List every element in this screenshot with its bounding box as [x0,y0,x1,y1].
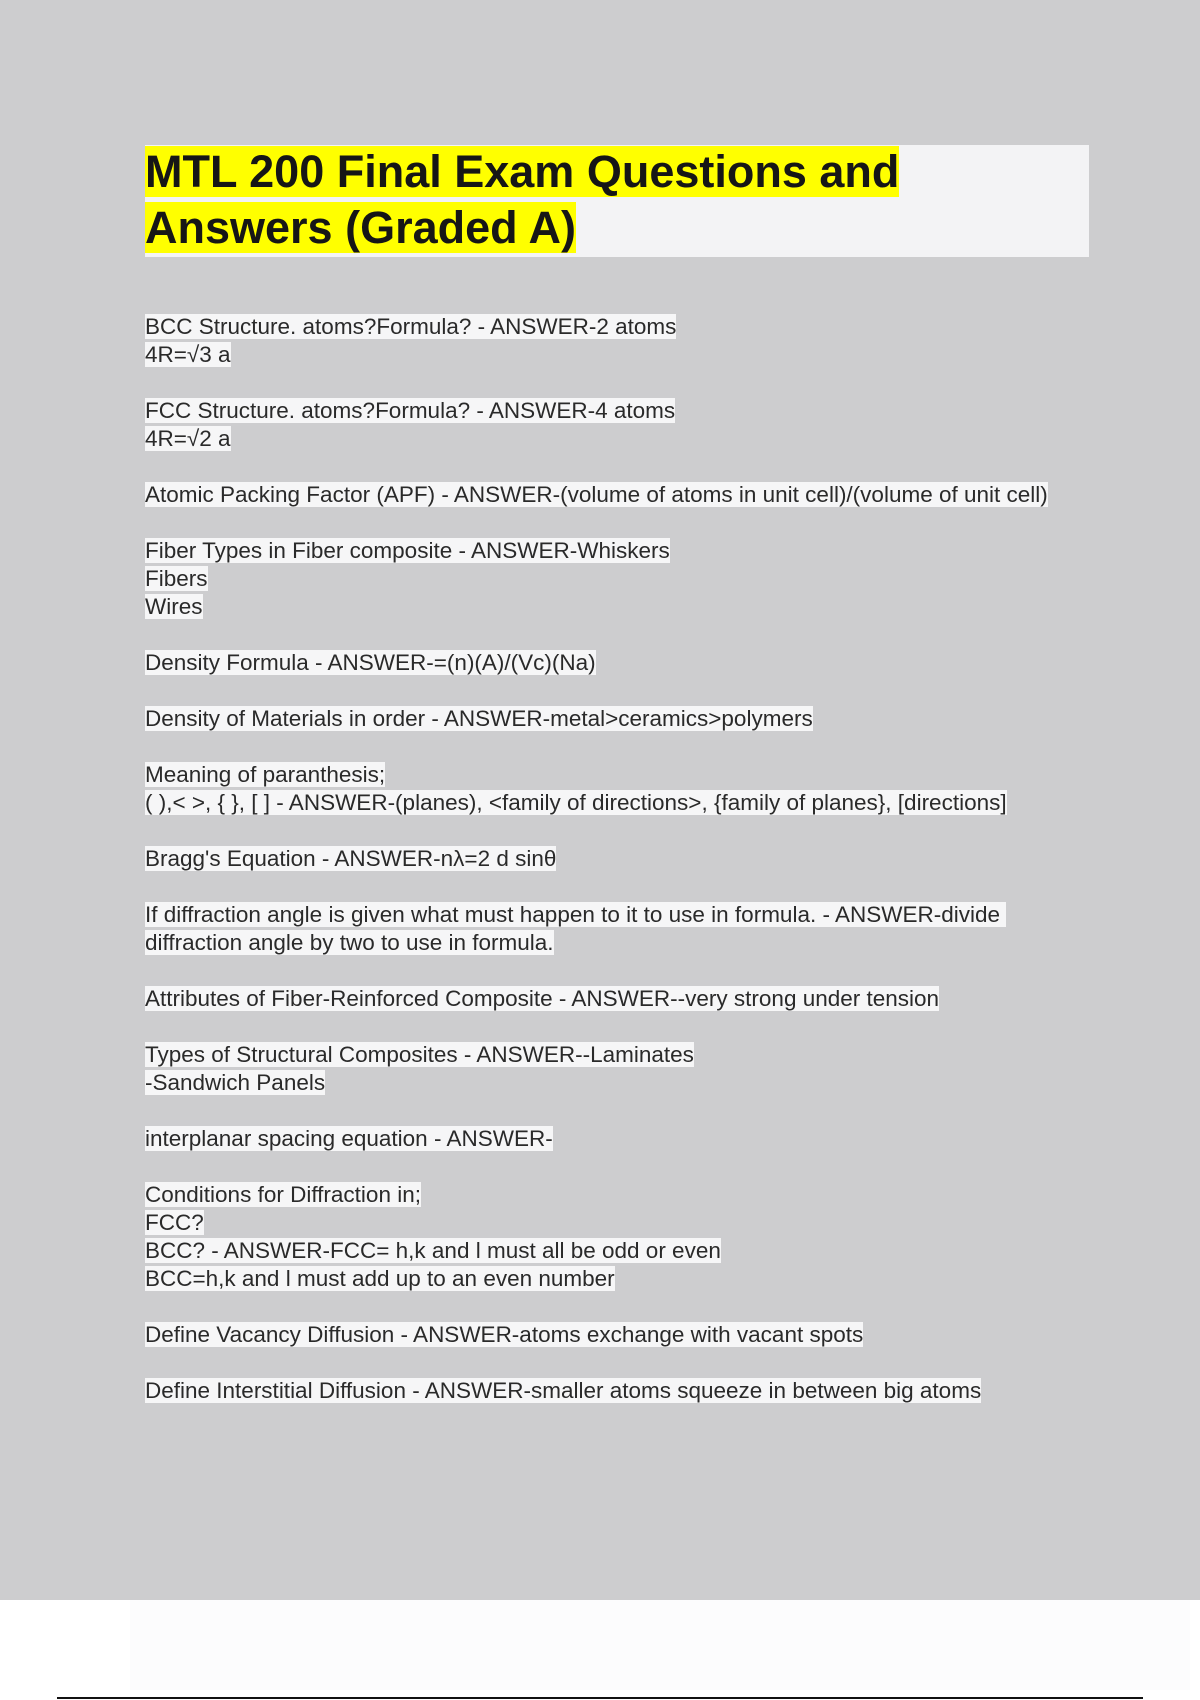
qa-item [145,901,1075,957]
title-highlight: MTL 200 Final Exam Questions and Answers (Graded A) [145,146,900,253]
qa-text: Types of Structural Composites - ANSWER--Laminates -Sandwich Panels [145,1042,694,1095]
qa-text: Conditions for Diffraction in; FCC? BCC? - ANSWER-FCC= h,k and l must all be odd or even BCC=h,k and l must add up to an even number [145,1182,721,1291]
qa-item [145,985,1075,1013]
qa-text: Density of Materials in order - ANSWER-metal>ceramics>polymers [145,706,813,731]
qa-item [145,537,1075,621]
qa-text: BCC Structure. atoms?Formula? - ANSWER-2 atoms 4R=√3 a [145,314,677,367]
qa-item [145,397,1075,453]
qa-item [145,1041,1075,1097]
footer-divider [57,1697,1143,1699]
qa-text: If diffraction angle is given what must happen to it to use in formula. - ANSWER-divide diffraction angle by two to use in formula. [145,902,1007,955]
qa-item [145,1377,1075,1405]
qa-item [145,649,1075,677]
qa-text: Define Interstitial Diffusion - ANSWER-smaller atoms squeeze in between big atoms [145,1378,982,1403]
qa-text: Attributes of Fiber-Reinforced Composite - ANSWER--very strong under tension [145,986,940,1011]
qa-text: Density Formula - ANSWER-=(n)(A)/(Vc)(Na) [145,650,596,675]
qa-text: Define Vacancy Diffusion - ANSWER-atoms exchange with vacant spots [145,1322,864,1347]
qa-text: Atomic Packing Factor (APF) - ANSWER-(volume of atoms in unit cell)/(volume of unit cell) [145,482,1048,507]
document-title [145,144,1025,256]
qa-item [145,1181,1075,1293]
qa-item [145,481,1075,509]
qa-list [145,313,1075,1433]
qa-text: FCC Structure. atoms?Formula? - ANSWER-4 atoms 4R=√2 a [145,398,676,451]
qa-item [145,313,1075,369]
qa-text: Fiber Types in Fiber composite - ANSWER-Whiskers Fibers Wires [145,538,670,619]
qa-item [145,1125,1075,1153]
qa-item [145,761,1075,817]
qa-item [145,705,1075,733]
qa-text: Bragg's Equation - ANSWER-nλ=2 d sinθ [145,846,557,871]
qa-item [145,1321,1075,1349]
qa-item [145,845,1075,873]
qa-text: interplanar spacing equation - ANSWER- [145,1126,553,1151]
qa-text: Meaning of paranthesis; ( ),< >, { }, [ ] - ANSWER-(planes), <family of directions>, {family of planes}, [directions] [145,762,1007,815]
next-page-edge [130,1600,1190,1690]
